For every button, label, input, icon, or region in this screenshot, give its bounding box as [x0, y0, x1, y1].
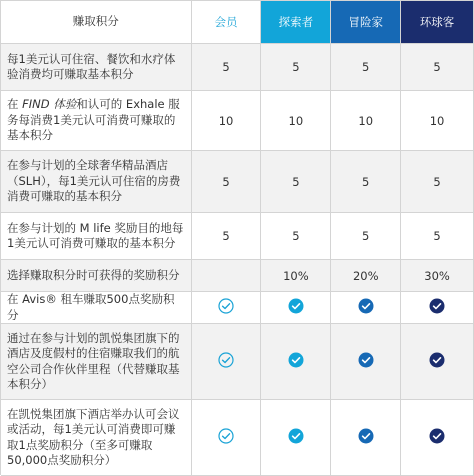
adventurer-check-cell	[331, 400, 401, 476]
value-adventurer: 5	[331, 44, 401, 91]
value-explorer: 5	[261, 44, 331, 91]
check-filled-icon	[288, 352, 304, 371]
row-label: 选择赚取积分时可获得的奖励积分	[1, 260, 192, 292]
check-filled-icon	[288, 298, 304, 317]
table-row	[1, 292, 474, 324]
header-earn-points: 赚取积分	[1, 1, 192, 44]
row-label: 在参与计划的 M life 奖励目的地每1美元认可消费可赚取的基本积分	[1, 213, 192, 260]
globalist-check-cell	[401, 292, 474, 324]
table-row	[1, 324, 474, 400]
check-outline-icon	[218, 428, 234, 447]
table-row	[1, 260, 474, 292]
member-check-cell	[192, 324, 262, 400]
check-filled-icon	[288, 428, 304, 447]
value-adventurer: 5	[331, 213, 401, 260]
adventurer-check-cell	[331, 324, 401, 400]
globalist-check-cell	[401, 324, 474, 400]
value-member: 5	[192, 151, 262, 213]
explorer-check-cell	[261, 400, 331, 476]
value-globalist: 5	[401, 44, 474, 91]
find-experience-text: FIND 体验	[22, 97, 77, 112]
table-row	[1, 213, 474, 260]
check-filled-icon	[358, 352, 374, 371]
member-check-cell	[192, 400, 262, 476]
value-explorer: 5	[261, 151, 331, 213]
table-row	[1, 151, 474, 213]
check-outline-icon	[218, 298, 234, 317]
check-filled-icon	[358, 428, 374, 447]
value-adventurer: 10	[331, 91, 401, 151]
globalist-check-cell	[401, 400, 474, 476]
table-row	[1, 44, 474, 91]
explorer-check-cell	[261, 292, 331, 324]
row-label	[1, 91, 192, 151]
row-label: 在凯悦集团旗下酒店举办认可会议或活动，每1美元认可消费即可赚取1点奖励积分（至多可赚取50,000点奖励积分）	[1, 400, 192, 476]
tier-explorer-header: 探索者	[261, 1, 331, 44]
row-label: 每1美元认可住宿、餐饮和水疗体验消费均可赚取基本积分	[1, 44, 192, 91]
row-label: 在参与计划的全球奢华精品酒店（SLH），每1美元认可住宿的房费消费可赚取的基本积分	[1, 151, 192, 213]
value-explorer: 5	[261, 213, 331, 260]
table-row	[1, 91, 474, 151]
value-adventurer: 5	[331, 151, 401, 213]
row-label: 在 Avis® 租车赚取500点奖励积分	[1, 292, 192, 324]
row-label: 通过在参与计划的凯悦集团旗下的酒店及度假村的住宿赚取我们的航空公司合作伙伴里程（代替赚取基本积分）	[1, 324, 192, 400]
table-row	[1, 400, 474, 476]
tier-adventurer-header: 冒险家	[331, 1, 401, 44]
value-member: 10	[192, 91, 262, 151]
value-globalist: 10	[401, 91, 474, 151]
value-globalist: 30%	[401, 260, 474, 292]
value-explorer: 10	[261, 91, 331, 151]
check-outline-icon	[218, 352, 234, 371]
check-filled-icon	[429, 428, 445, 447]
value-member: 5	[192, 44, 262, 91]
check-filled-icon	[358, 298, 374, 317]
value-globalist: 5	[401, 213, 474, 260]
row-label-pre: 在	[7, 97, 23, 112]
value-member	[192, 260, 262, 292]
value-member: 5	[192, 213, 262, 260]
explorer-check-cell	[261, 324, 331, 400]
value-explorer: 10%	[261, 260, 331, 292]
adventurer-check-cell	[331, 292, 401, 324]
member-check-cell	[192, 292, 262, 324]
value-adventurer: 20%	[331, 260, 401, 292]
header-row	[1, 1, 474, 44]
value-globalist: 5	[401, 151, 474, 213]
tier-globalist-header: 环球客	[401, 1, 474, 44]
tier-member-header: 会员	[192, 1, 262, 44]
row-label-post: 和认可的 Exhale 服务每消费1美元认可消费可赚取的基本积分	[7, 97, 180, 143]
check-filled-icon	[429, 352, 445, 371]
check-filled-icon	[429, 298, 445, 317]
